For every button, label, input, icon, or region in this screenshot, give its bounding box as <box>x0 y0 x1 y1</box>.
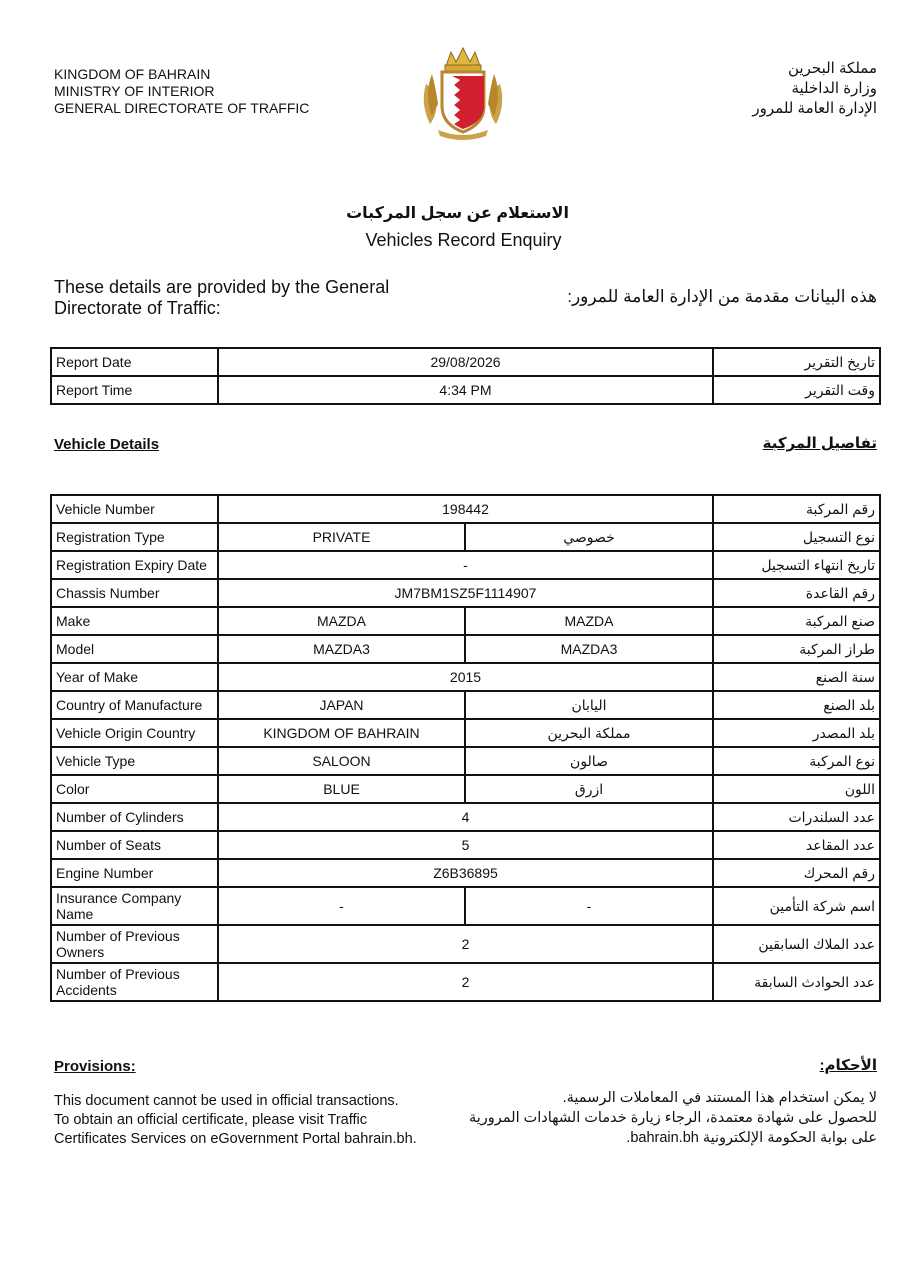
provisions-line: To obtain an official certificate, please visit Traffic <box>54 1112 367 1128</box>
page-title-arabic: الاستعلام عن سجل المركبات <box>346 205 569 222</box>
row-value-arabic: MAZDA3 <box>465 635 713 663</box>
intro-text-arabic: هذه البيانات مقدمة من الإدارة العامة للمرور: <box>567 287 877 306</box>
row-label-arabic: سنة الصنع <box>713 663 880 691</box>
row-label: Insurance Company Name <box>51 887 218 925</box>
table-row <box>51 747 880 775</box>
header-ministry: MINISTRY OF INTERIOR <box>54 83 215 99</box>
row-label-arabic: بلد الصنع <box>713 691 880 719</box>
row-label-arabic: عدد المقاعد <box>713 831 880 859</box>
row-value: 2 <box>218 925 713 963</box>
header-ministry-ar: وزارة الداخلية <box>791 80 877 97</box>
row-label: Number of Previous Accidents <box>51 963 218 1001</box>
table-row <box>51 579 880 607</box>
row-label: Registration Expiry Date <box>51 551 218 579</box>
row-label-arabic: نوع المركبة <box>713 747 880 775</box>
row-value-arabic: اليابان <box>465 691 713 719</box>
intro-text: These details are provided by the General Directorate of Traffic: <box>54 277 390 318</box>
provisions-text-arabic <box>457 1088 877 1148</box>
row-value: 4:34 PM <box>218 376 713 404</box>
table-row <box>51 376 880 404</box>
row-label: Report Date <box>51 348 218 376</box>
row-value-arabic: MAZDA <box>465 607 713 635</box>
row-label: Vehicle Origin Country <box>51 719 218 747</box>
table-row <box>51 635 880 663</box>
header-country: KINGDOM OF BAHRAIN <box>54 66 211 82</box>
table-row <box>51 831 880 859</box>
table-row <box>51 887 880 925</box>
header-directorate: GENERAL DIRECTORATE OF TRAFFIC <box>54 100 310 116</box>
row-value: 5 <box>218 831 713 859</box>
row-value-arabic: خصوصي <box>465 523 713 551</box>
page-title: Vehicles Record Enquiry <box>365 230 562 250</box>
row-label-arabic: رقم المركبة <box>713 495 880 523</box>
table-row <box>51 523 880 551</box>
provisions-line: Certificates Services on eGovernment Portal bahrain.bh. <box>54 1131 417 1147</box>
table-row <box>51 607 880 635</box>
provisions-title: Provisions: <box>54 1058 136 1075</box>
row-label-arabic: وقت التقرير <box>713 376 880 404</box>
row-label: Vehicle Number <box>51 495 218 523</box>
row-value-arabic: - <box>465 887 713 925</box>
header-arabic <box>752 59 877 119</box>
provisions-line-arabic: على بوابة الحكومة الإلكترونية bahrain.bh. <box>626 1130 877 1146</box>
provisions-text <box>54 1092 474 1149</box>
table-row <box>51 963 880 1001</box>
table-row <box>51 803 880 831</box>
row-label: Country of Manufacture <box>51 691 218 719</box>
provisions-line-arabic: للحصول على شهادة معتمدة، الرجاء زيارة خدمات الشهادات المرورية <box>468 1110 877 1126</box>
table-row <box>51 691 880 719</box>
row-label-arabic: تاريخ التقرير <box>713 348 880 376</box>
row-label: Chassis Number <box>51 579 218 607</box>
bahrain-emblem-icon <box>418 44 508 140</box>
row-label: Number of Previous Owners <box>51 925 218 963</box>
row-value: JM7BM1SZ5F1114907 <box>218 579 713 607</box>
vehicle-details-table <box>50 494 881 1002</box>
row-value-arabic: صالون <box>465 747 713 775</box>
section-title-arabic: تفاصيل المركبة <box>762 435 877 452</box>
row-label-arabic: رقم القاعدة <box>713 579 880 607</box>
table-row <box>51 859 880 887</box>
header-country-ar: مملكة البحرين <box>788 60 877 77</box>
row-value: - <box>218 551 713 579</box>
row-label: Color <box>51 775 218 803</box>
row-label: Engine Number <box>51 859 218 887</box>
table-row <box>51 775 880 803</box>
table-row <box>51 719 880 747</box>
row-value-english: KINGDOM OF BAHRAIN <box>218 719 465 747</box>
row-value-english: PRIVATE <box>218 523 465 551</box>
header-directorate-ar: الإدارة العامة للمرور <box>752 100 877 117</box>
table-row <box>51 663 880 691</box>
row-label: Report Time <box>51 376 218 404</box>
row-value-english: - <box>218 887 465 925</box>
row-label-arabic: عدد الملاك السابقين <box>713 925 880 963</box>
row-value: 29/08/2026 <box>218 348 713 376</box>
table-row <box>51 348 880 376</box>
row-value: 2015 <box>218 663 713 691</box>
row-value-arabic: ازرق <box>465 775 713 803</box>
row-label: Registration Type <box>51 523 218 551</box>
provisions-line-arabic: لا يمكن استخدام هذا المستند في المعاملات الرسمية. <box>562 1090 877 1106</box>
row-value: 4 <box>218 803 713 831</box>
provisions-line: This document cannot be used in official transactions. <box>54 1093 399 1109</box>
row-label-arabic: تاريخ انتهاء التسجيل <box>713 551 880 579</box>
row-label-arabic: اسم شركة التأمين <box>713 887 880 925</box>
row-label-arabic: بلد المصدر <box>713 719 880 747</box>
row-value-english: JAPAN <box>218 691 465 719</box>
row-value-english: MAZDA <box>218 607 465 635</box>
section-title: Vehicle Details <box>54 436 160 453</box>
row-value-english: BLUE <box>218 775 465 803</box>
row-label-arabic: اللون <box>713 775 880 803</box>
row-value-arabic: مملكة البحرين <box>465 719 713 747</box>
row-label-arabic: عدد الحوادث السابقة <box>713 963 880 1001</box>
row-label-arabic: صنع المركبة <box>713 607 880 635</box>
row-value: 2 <box>218 963 713 1001</box>
row-label-arabic: طراز المركبة <box>713 635 880 663</box>
row-value-english: SALOON <box>218 747 465 775</box>
row-label: Model <box>51 635 218 663</box>
row-value: 198442 <box>218 495 713 523</box>
row-value: Z6B36895 <box>218 859 713 887</box>
row-label: Number of Seats <box>51 831 218 859</box>
row-label-arabic: رقم المحرك <box>713 859 880 887</box>
row-label-arabic: نوع التسجيل <box>713 523 880 551</box>
table-row <box>51 925 880 963</box>
report-table <box>50 347 881 405</box>
row-label: Number of Cylinders <box>51 803 218 831</box>
provisions-title-arabic: الأحكام: <box>819 1057 877 1074</box>
row-label: Year of Make <box>51 663 218 691</box>
table-row <box>51 551 880 579</box>
row-value-english: MAZDA3 <box>218 635 465 663</box>
row-label: Vehicle Type <box>51 747 218 775</box>
header-english <box>54 66 309 117</box>
table-row <box>51 495 880 523</box>
row-label-arabic: عدد السلندرات <box>713 803 880 831</box>
row-label: Make <box>51 607 218 635</box>
